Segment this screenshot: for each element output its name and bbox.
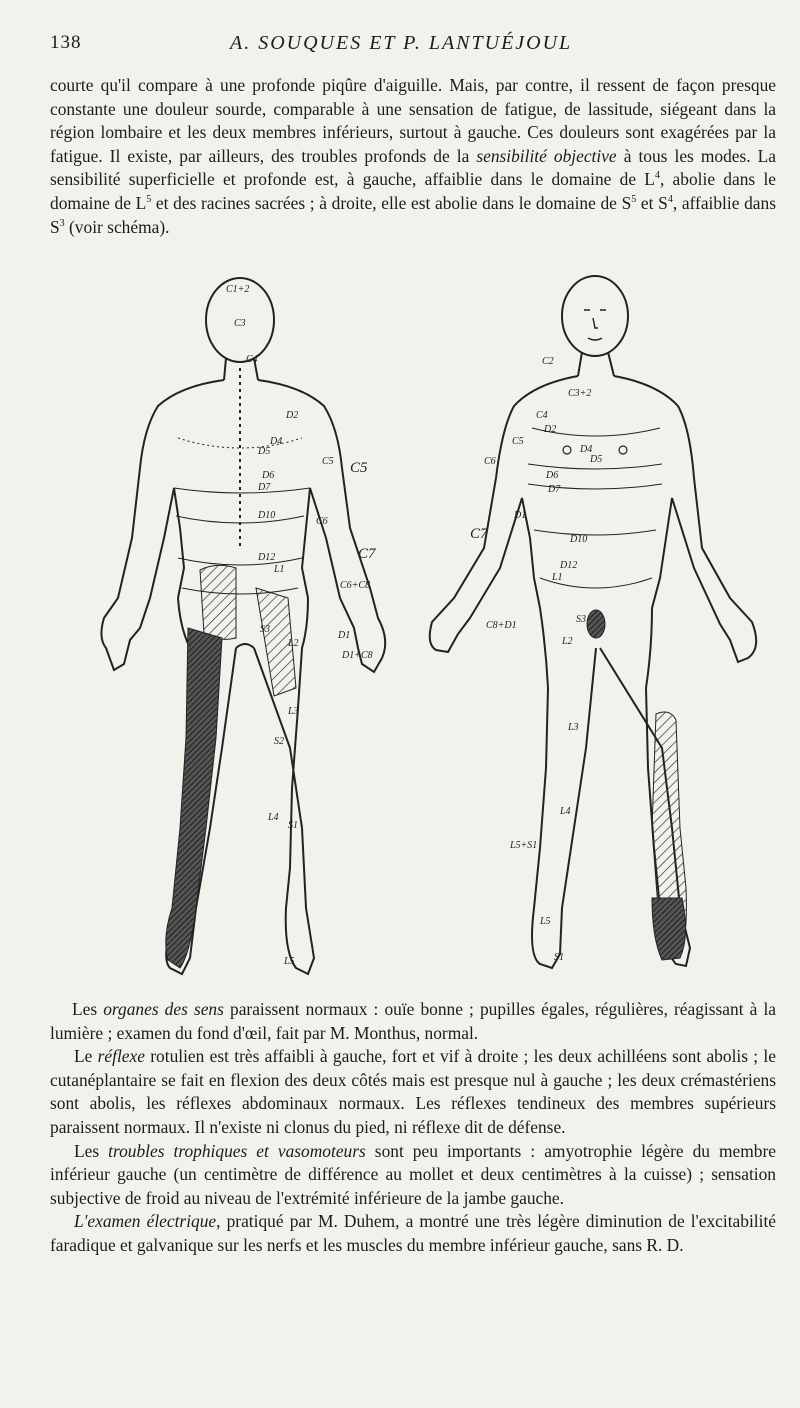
label-d4: D4 [270,436,283,447]
superscript: 5 [146,194,152,206]
page-header [50,32,770,62]
label-front-c7: C7 [470,526,488,542]
label-front-l3: L3 [568,722,579,733]
text-run: paraissent normaux : ouïe bonne ; pupilles égales, régulières, réagissant à la lumière ; examen du fond d'œil, fait par M. Monthus, normal. [50,999,776,1043]
label-l3: L3 [288,706,299,717]
label-front-l4: L4 [560,806,571,817]
label-front-l5-s1: L5+S1 [510,840,538,851]
back-view-figure [101,278,385,974]
text-run: , pratiqué par M. Duhem, a montré une très légère diminution de l'excitabilité faradique et galvanique sur les nerfs et les muscles du membre inférieur gauche, sans R. D. [50,1211,776,1255]
label-front-d1: D1 [514,510,527,521]
label-s1: S1 [288,820,298,831]
label-l2: L2 [288,638,299,649]
label-front-d10: D10 [570,534,588,545]
label-front-l5: L5 [540,916,551,927]
label-c6-c8: C6+C8 [340,580,371,591]
text-run: Le [74,1046,98,1067]
text-run: , affaiblie dans S [50,192,776,237]
page-number: 138 [50,32,82,53]
label-l5: L5 [284,956,295,967]
label-d6: D6 [262,470,275,481]
label-front-c4: C4 [536,410,548,421]
bottom-paragraphs [50,998,776,1258]
label-c6-inner: C6 [316,516,328,527]
label-d1-inner: D1 [338,630,351,641]
emphasis: L'examen électrique [74,1211,217,1232]
paragraph [50,1210,776,1257]
text-run: courte qu'il compare à une profonde piqûre d'aiguille. Mais, par contre, il ressent de façon presque constante une douleur sourde, comparable à une sensation de fatigue, de lassitude, siégeant dans la région lombaire et les deux membres inférieurs, surtout à gauche. Ces douleurs sont exagérées par la fatigue. Il existe, par ailleurs, des troubles profonds de la [50,75,776,166]
label-front-d7: D7 [548,484,561,495]
label-c3: C3 [234,318,246,329]
emphasis: réflexe [97,1046,145,1067]
label-l4: L4 [268,812,279,823]
front-hatch-left-foot [652,898,686,960]
text-run: Les [72,999,104,1019]
paragraph [50,1045,776,1139]
label-front-l1: L1 [552,572,563,583]
superscript: 4 [654,170,660,182]
label-front-c3-2: C3+2 [568,388,592,399]
dermatome-figure [40,268,780,988]
superscript: 5 [631,194,637,206]
running-head: A. SOUQUES ET P. LANTUÉJOUL [230,32,573,54]
label-front-d4: D4 [580,444,593,455]
label-front-l2: L2 [562,636,573,647]
label-front-c5: C5 [512,436,524,447]
label-c4: C4 [246,354,258,365]
label-d5: D5 [258,446,271,457]
back-hatch-left-buttock [200,565,236,639]
label-d10: D10 [258,510,276,521]
paragraph [50,74,776,239]
label-front-d6: D6 [546,470,559,481]
text-run: à tous les modes. La sensibilité superficielle et profonde est, à gauche, affaiblie dans le domaine de L [50,145,776,190]
label-front-c8-d1: C8+D1 [486,620,517,631]
label-front-c2: C2 [542,356,554,367]
top-paragraph [50,74,776,239]
text-run: et des racines sacrées ; à droite, elle est abolie dans le domaine de S [151,192,632,213]
label-front-s3: S3 [576,614,586,625]
paragraph [50,998,776,1045]
emphasis: troubles trophiques et vasomoteurs [108,1140,366,1161]
label-d7: D7 [258,482,271,493]
text-run: Les [74,1140,109,1161]
label-c5-outer: C5 [350,460,368,476]
back-labels [226,284,377,967]
label-c5-inner: C5 [322,456,334,467]
emphasis: organes des sens [103,999,224,1019]
label-d2: D2 [286,410,299,421]
label-s3: S3 [260,624,270,635]
paragraph [50,1140,776,1211]
label-front-d5: D5 [590,454,603,465]
label-l1: L1 [274,564,285,575]
front-labels [470,356,602,963]
label-d12: D12 [258,552,276,563]
label-front-c6: C6 [484,456,496,467]
superscript: 4 [667,194,673,206]
label-d1-c8: D1+C8 [342,650,373,661]
label-front-s1: S1 [554,952,564,963]
label-c7-outer: C7 [358,546,376,562]
label-s2: S2 [274,736,284,747]
text-run: sont peu importants : amyotrophie légère du membre inférieur gauche (un centimètre de différence au mollet et deux centimètres à la cuisse) ; sensation subjective de froid au niveau de l'extrémité inférieure de la jambe gauche. [50,1140,776,1208]
superscript: 3 [59,217,65,229]
front-hatch-genital [587,610,605,638]
dermatome-schema-svg [40,268,780,988]
text-run: (voir schéma). [64,216,170,237]
label-front-d12: D12 [560,560,578,571]
text-run: , abolie dans le domaine de L [50,169,777,213]
emphasis: sensibilité objective [476,145,617,166]
label-c1-2: C1+2 [226,284,250,295]
text-run: et S [636,192,668,213]
label-front-d2: D2 [544,424,557,435]
text-run: rotulien est très affaibli à gauche, fort et vif à droite ; les deux achilléens sont abolis ; le cutanéplantaire se fait en flexion des deux côtés mais est presque nul à gauche ; les deux crémastériens sont abolis, les réflexes abdominaux normaux. Les réflexes tendineux des membres supérieurs paraissent normaux. Il n'existe ni clonus du pied, ni réflexe dit de défense. [50,1046,776,1137]
